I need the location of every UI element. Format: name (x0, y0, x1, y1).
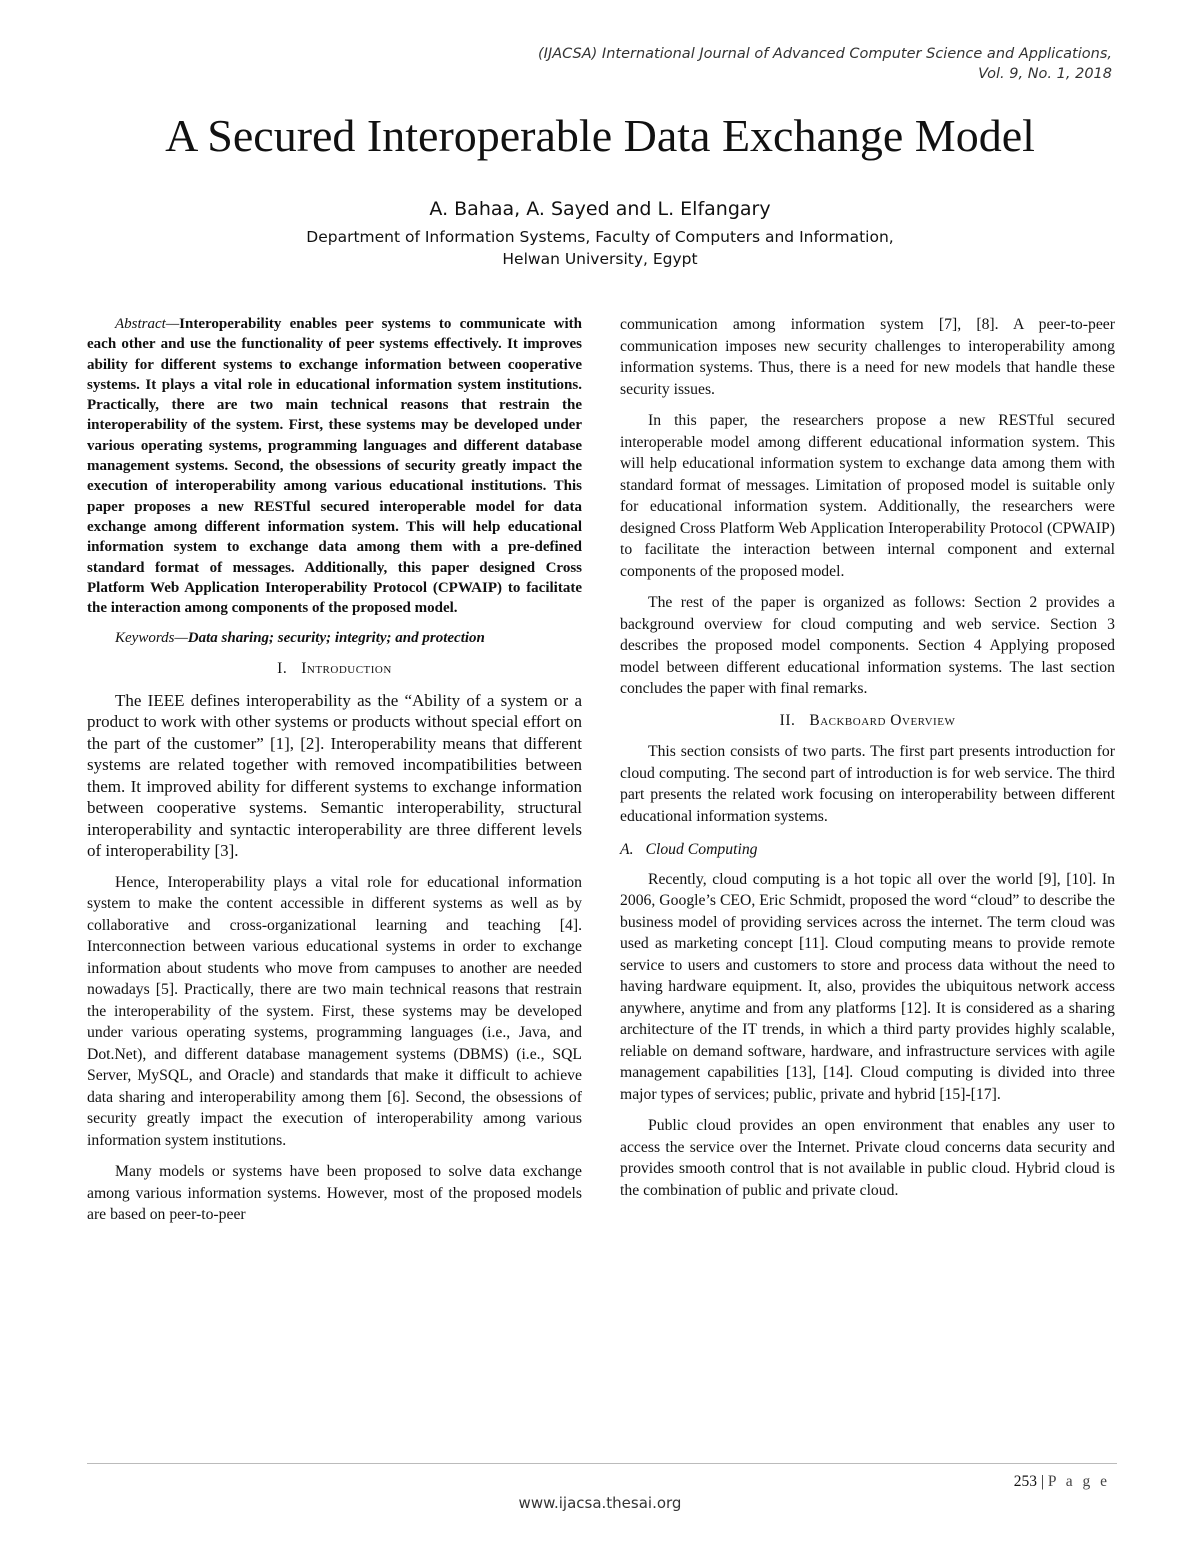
paragraph: The IEEE defines interoperability as the “Ability of a system or a product to work with other systems or products without special effort on the part of the customer” [1], [2]. Interoperability means that different systems are related together with removed incompatibilities between them. It improved ability for different systems to exchange information between cooperative systems. Semantic interoperability, structural interoperability and syntactic interoperability are three different levels of interoperability [3]. (87, 690, 582, 861)
page-label: P a g e (1047, 1473, 1110, 1490)
affiliation-line-1: Department of Information Systems, Faculty of Computers and Information, (306, 228, 894, 246)
section-heading-backboard-overview (620, 710, 1115, 732)
paragraph: Recently, cloud computing is a hot topic all over the world [9], [10]. In 2006, Google’s CEO, Eric Schmidt, proposed the word “cloud” to describe the business model of providing services across the internet. The term cloud was used as marketing concept [11]. Cloud computing means to provide remote service to users and customers to store and process data without the need to having hardware equipment. It, also, provides the ubiquitous network access anywhere, anytime and from any platforms [12]. It is considered as a sharing architecture of the IT trends, in which a third party provides highly scalable, reliable on demand software, hardware, and infrastructure services with agile management capabilities [13], [14]. Cloud computing is divided into three major types of services; public, private and hybrid [15]-[17]. (620, 870, 1115, 1103)
right-column (620, 314, 1115, 1211)
subsection-title: Cloud Computing (645, 841, 758, 858)
abstract-lead: Abstract— (115, 316, 180, 332)
keywords-lead: Keywords— (115, 630, 188, 647)
paragraph: In this paper, the researchers propose a new RESTful secured interoperable model among different educational information system. This will help educational information system to exchange data among them with standard format of messages. Limitation of proposed model is suitable only for educational information system. Additionally, the researchers were designed Cross Platform Web Application Interoperability Protocol (CPWAIP) to facilitate the interaction between internal component and external components of the proposed model. (620, 412, 1115, 580)
journal-volume: Vol. 9, No. 1, 2018 (978, 66, 1112, 82)
page-separator: | (1040, 1473, 1044, 1490)
authors: A. Bahaa, A. Sayed and L. Elfangary (429, 198, 771, 220)
paragraph: The rest of the paper is organized as follows: Section 2 provides a background overview for cloud computing and web service. Section 3 describes the proposed model components. Section 4 Applying proposed model between different educational information systems. The last section concludes the paper with final remarks. (620, 594, 1115, 697)
journal-website: www.ijacsa.thesai.org (518, 1494, 682, 1512)
page-number-value: 253 (1013, 1473, 1037, 1490)
paragraph-split-end: communication among information system [7], [8]. A peer-to-peer communication imposes new security challenges to interoperability among information systems. Thus, there is a need for new models that handle these security issues. (620, 316, 1115, 398)
keywords-text: Data sharing; security; integrity; and protection (187, 630, 485, 647)
left-column (87, 314, 582, 1226)
affiliation-line-2: Helwan University, Egypt (502, 250, 698, 268)
section-title: Introduction (301, 660, 392, 678)
journal-name: (IJACSA) International Journal of Advanced Computer Science and Applications, (538, 46, 1112, 62)
abstract (87, 314, 582, 618)
affiliation (0, 226, 1200, 270)
section-number: I. (277, 660, 288, 678)
footer-rule (87, 1463, 1117, 1464)
abstract-text: Interoperability enables peer systems to communicate with each other and use the functionality of peer systems effectively. It improves ability for different systems to exchange information between cooperative systems. It plays a vital role in educational information system institutions. Practically, there are two main technical reasons that restrain the interoperability of the system. First, these systems may be developed under various operating systems, programming languages and different database management systems. Second, the obsessions of security greatly impact the execution of interoperability among various educational institutions. This paper proposes a new RESTful secured interoperable model for data exchange among different information system. This will help educational information system to exchange data among them with a pre-defined standard format of messages. Additionally, this paper designed Cross Platform Web Application Interoperability Protocol (CPWAIP) to facilitate the interaction among components of the proposed model. (87, 316, 582, 617)
paragraph: This section consists of two parts. The first part presents introduction for cloud computing. The second part of introduction is for web service. The third part presents the related work focusing on interoperability between different educational information systems. (620, 743, 1115, 825)
subsection-number: A. (620, 841, 634, 858)
journal-header (538, 44, 1112, 84)
paragraph-split-start: Many models or systems have been proposed to solve data exchange among various information systems. However, most of the proposed models are based on peer-to-peer (87, 1163, 582, 1224)
section-heading-introduction (87, 658, 582, 680)
paragraph: Public cloud provides an open environment that enables any user to access the service over the Internet. Private cloud concerns data security and provides smooth control that is not available in public cloud. Hybrid cloud is the combination of public and private cloud. (620, 1117, 1115, 1199)
section-title: Backboard Overview (809, 711, 956, 729)
subsection-heading-cloud-computing (620, 839, 1115, 861)
keywords (87, 628, 582, 648)
section-number: II. (779, 711, 796, 729)
page-number (1014, 1472, 1110, 1492)
paragraph: Hence, Interoperability plays a vital role for educational information system to make the content accessible in different systems as well as by collaborative and cross-organizational learning and teaching [4]. Interconnection between various educational systems in order to exchange information about students who move from campuses to another are needed nowadays [5]. Practically, there are two main technical reasons that restrain the interoperability of the system. First, these systems may be developed under various operating systems, programming languages (i.e., Java, and Dot.Net), and different database management systems (DBMS) (i.e., SQL Server, MySQL, and Oracle) and standards that make it difficult to achieve data sharing and interoperability among them [6]. Second, the obsessions of security greatly impact the execution of interoperability among various information system institutions. (87, 873, 582, 1149)
paper-title: A Secured Interoperable Data Exchange Model (165, 110, 1035, 161)
